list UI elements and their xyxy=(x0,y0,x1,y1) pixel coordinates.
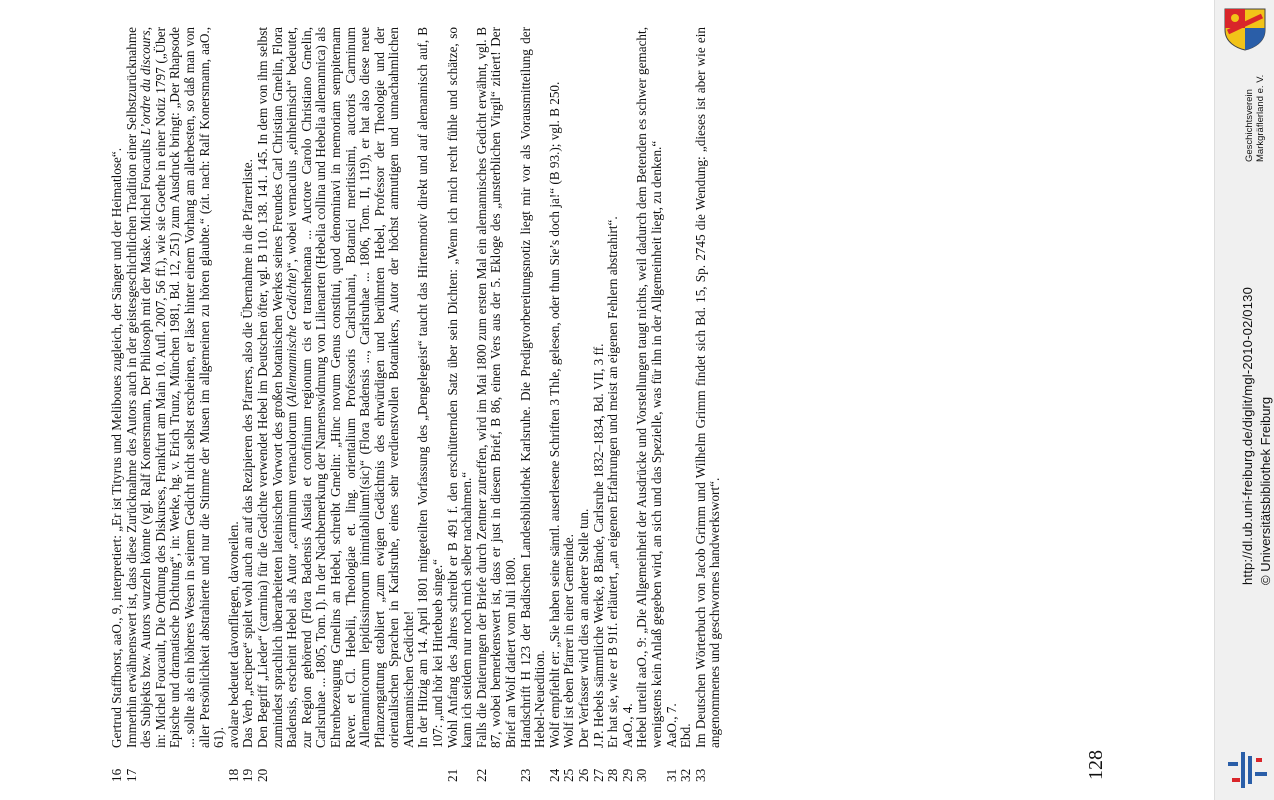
endnote-text: Immerhin erwähnenswert ist, dass diese Zurücknahme des Autors auch in der geistesgeschichtlichen Tradition einer Selbstzurücknahme des Subjekts bzw. Autors wurzeln könnte (vgl. Ralf Konersmann, Der Philosoph mit der Maske. Michel Foucaults L’ordre du discours, in: Michel Foucault, Die Ordnung des Diskurses, Frankfurt am Main 10. Aufl. 2007, 56 ff.), wie sie Goethe in einer Notiz 1797 („Über Epische und dramatische Dichtung“, in: Werke, hg. v. Erich Trunz, München 1981, Bd. 12, 251) zum Ausdruck bringt: „Der Rhapsode ... sollte als ein höheres Wesen in seinem Gedicht nicht selbst erscheinen, er läse hinter einem Vorhang am allerbesten, so daß man von aller Persönlichkeit abstrahierte und nur die Stimme der Musen im allgemeinen zu hören glaubte.“ (zit. nach: Ralf Konersmann, aaO., 61). xyxy=(123,27,227,748)
endnote xyxy=(110,27,125,782)
endnote-number: 29 xyxy=(619,768,635,782)
endnote-number: 26 xyxy=(576,768,591,782)
endnote-number: 19 xyxy=(240,768,256,782)
endnote-text: Das Verb „recipere“ spielt wohl auch an auf das Rezipieren des Pfarrers, also die Übernahme in die Pfarrerliste. xyxy=(240,159,256,748)
endnote xyxy=(621,27,636,782)
endnote-text: Gertrud Staffhorst, aaO., 9, interpretiert: „Er ist Tityrus und Meliboues zugleich, der Sänger und der Heimatlose“. xyxy=(109,147,124,748)
endnote xyxy=(679,27,694,782)
endnote xyxy=(577,27,592,782)
endnote-number: 25 xyxy=(561,768,577,782)
endnote-text: Wohl Anfang des Jahres schreibt er B 491 f. den erschütternden Satz über sein Dichten: „Wenn ich mich recht fühle und schätze, so kann ich seitdem nur noch mich selber nachahmen.“ xyxy=(444,27,475,748)
endnote xyxy=(227,27,242,782)
endnote-number xyxy=(416,748,445,782)
endnote-number: 31 xyxy=(663,768,679,782)
endnote-number: 23 xyxy=(517,768,533,782)
endnote xyxy=(592,27,607,782)
endnote-text: Ebd. xyxy=(678,723,694,748)
endnote-text: Den Begriff „Lieder“ (carmina) für die Gedichte verwendet Hebel im Deutschen öfter, vgl. B 110. 138. 141. 145. In dem von ihm selbst zumindest sprachlich überarbeiteten lateinischen Vorwort des großen botanischen Werkes seines Freundes Carl Christian Gmelin, Flora Badensis, erscheint Hebel als Autor „carminum vernaculorum (Allemannische Gedichte)“, wobei vernaculus „einheimisch“ bedeutet, zur Region gehörend (Flora Badensis Alsatia et confinium regionum cis et transrhenana ... Auctore Carolo Christiano Gmelin, Carlsruhae ... 1805, Tom. I). In der Nachbemerkung der Namenswidmung von Lilienarten (Hebelia collina und Hebelia allemannica) als Ehrenbezeugung Gmelins an Hebel, schreibt Gmelin: „Hinc novum Genus constitui, quod denominavi in memoriam sempiternam Rever. et Cl. Hebelii, Theologiae et. ling. orientalium Professoris Carlsruhani, Botanici meritissimi, auctoris Carminum Allemannicorum lepidissimorum inimitabilium!(sic)“ (Flora Badensis ..., Carlsruhae ... 1806, Tom. II, 119), er hat also diese neue Pflanzengattung etabliert „zum ewigen Gedächtnis des ehrwürdigen und berühmten Hebel, Professor der Theologie und der orientalischen Sprachen in Karlsruhe, eines sehr verdienstvollen Botanikers, Autor der höchst anmutigen und unnachahmlichen Alemannischen Gedichte! xyxy=(254,27,416,748)
endnote xyxy=(475,27,519,782)
endnote-text: In der Hitzig am 14. April 1801 mitgeteilten Vorfassung des „Dengelegeist“ taucht das Hirtenmotiv direkt und auf alemannisch auf, B 107: „und hör kei Hirtebueb singe.“ xyxy=(415,27,446,748)
copyright-notice: © Universitätsbibliothek Freiburg xyxy=(1258,396,1273,585)
endnote-number: 17 xyxy=(123,768,139,782)
endnote xyxy=(606,27,621,782)
endnote-number: 22 xyxy=(473,768,489,782)
endnote-number: 30 xyxy=(634,768,650,782)
endnote-text: J.P. Hebels sämmtliche Werke, 8 Bände, Carlsruhe 1832–1834, Bd. VII, 3 ff. xyxy=(590,343,606,748)
endnote xyxy=(562,27,577,782)
endnote-text: Wolf ist eben Pfarrer in einer Gemeinde. xyxy=(561,534,577,748)
endnote-number: 27 xyxy=(590,768,606,782)
endnote-text: AaO., 4. xyxy=(619,703,635,748)
endnote xyxy=(548,27,563,782)
endnote xyxy=(519,27,548,782)
endnote-text: AaO., 7. xyxy=(663,703,679,748)
endnote-number: 20 xyxy=(254,768,270,782)
endnote-text: Hebel urteilt aaO., 9: „Die Allgemeinheit der Ausdrücke und Vorstellungen taugt nichts, weil dadurch dem Betenden es schwer gemacht, wenigstens kein Anlaß gegeben wird, an sich und das Spezielle, was für ihn in der Allgemeinheit liegt, zu denken.“ xyxy=(634,27,664,748)
endnote-number: 21 xyxy=(444,768,460,782)
endnote-text: Wolf empfiehlt er: „Sie haben seine sämtl. auserlesene Schriften 3 Thle, gelesen, oder thun Sie’s doch ja!“ (B 93.); vgl. B 250. xyxy=(546,81,562,748)
document-page xyxy=(100,20,1220,800)
endnote xyxy=(241,27,256,782)
endnote xyxy=(446,27,475,782)
document-url[interactable]: http://dl.ub.uni-freiburg.de/diglit/mgl-2010-02/0130 xyxy=(1240,286,1255,585)
endnote xyxy=(694,27,723,782)
endnote-text: Falls die Datierungen der Briefe durch Zentner zutreffen, wird im Mai 1800 zum ersten Mal ein alemannisches Gedicht erwähnt, vgl. B 87, wobei bemerkenswert ist, dass er just in diesem Brief, B 86, einen Vers aus der 5. Ekloge des „unsterblichen Virgil“ zitiert! Der Brief an Wolf datiert vom Juli 1800. xyxy=(473,27,519,748)
endnote xyxy=(665,27,680,782)
digital-library-logo-icon xyxy=(1226,748,1268,792)
endnote xyxy=(416,27,445,782)
endnote-text: Er hat sie, wie er B 91f. erläutert, „an eigenen Erfahrungen und meist an eigenen Fehlern abstrahirt“. xyxy=(605,216,621,748)
endnote-text: Handschrift H 123 der Badischen Landesbibliothek Karlsruhe. Die Predigtvorbereitungsnotiz liegt mir vor als Vorausmitteilung der Hebel-Neuedition. xyxy=(517,27,548,748)
endnote-number: 24 xyxy=(546,768,562,782)
page-number: 128 xyxy=(1085,750,1107,780)
society-name xyxy=(1244,75,1266,162)
sidebar-text xyxy=(1224,0,1274,800)
endnote-number: 16 xyxy=(109,768,124,782)
society-name-line2: Markgräflerland e. V. xyxy=(1255,74,1266,162)
endnotes-list xyxy=(110,27,723,782)
endnote-number: 33 xyxy=(692,768,708,782)
endnote xyxy=(635,27,664,782)
endnote-number: 28 xyxy=(605,768,621,782)
society-name-line1: Geschichtsverein xyxy=(1244,89,1255,162)
endnote-text: avolare bedeutet davonfliegen, davoneilen. xyxy=(225,521,241,748)
endnote-text: Der Verfasser wird dies an anderer Stelle tun. xyxy=(576,508,591,748)
endnote xyxy=(125,27,227,782)
endnote-text: Im Deutschen Wörterbuch von Jacob Grimm und Wilhelm Grimm findet sich Bd. 15, Sp. 2745 die Wendung: „dieses ist aber wie ein angenommenes und geschwornes handwerkswort“. xyxy=(692,27,723,748)
endnote-number: 32 xyxy=(678,768,694,782)
endnote xyxy=(256,27,417,782)
endnote-number: 18 xyxy=(225,768,241,782)
